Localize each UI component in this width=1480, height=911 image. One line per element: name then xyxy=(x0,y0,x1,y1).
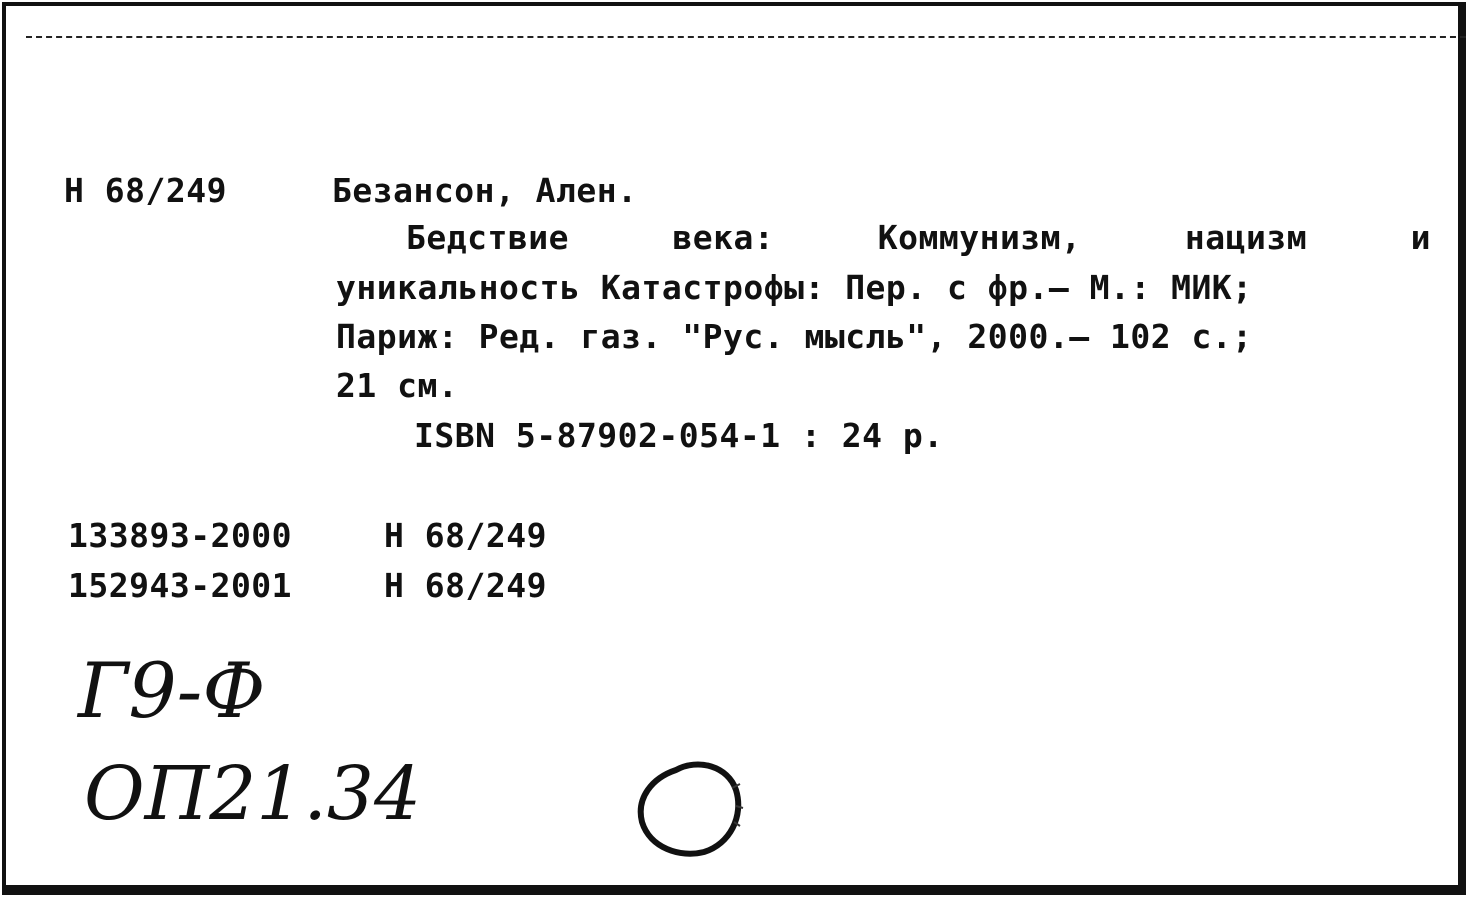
card-top-rule xyxy=(26,36,1466,38)
title-word: и xyxy=(1410,218,1431,257)
author-heading: Безансон, Ален. xyxy=(332,171,638,210)
title-line-1 xyxy=(406,218,1431,257)
title-word: Бедствие xyxy=(406,218,569,257)
holding-shelf: Н 68/249 xyxy=(384,566,547,605)
holding-inventory: 152943-2001 xyxy=(68,566,293,605)
catalog-card xyxy=(2,2,1466,895)
title-word: нацизм xyxy=(1184,218,1308,257)
publication-line: Париж: Ред. газ. "Рус. мысль", 2000.– 102 с.; xyxy=(336,317,1253,356)
holding-shelf: Н 68/249 xyxy=(384,516,547,555)
isbn-line: ISBN 5-87902-054-1 : 24 р. xyxy=(414,416,944,455)
holding-inventory: 133893-2000 xyxy=(68,516,293,555)
punch-hole-mark xyxy=(636,758,744,858)
handwritten-code-2: ОП21.34 xyxy=(84,751,422,837)
call-number: Н 68/249 xyxy=(64,171,227,210)
title-word: Коммунизм, xyxy=(877,218,1082,257)
dimensions-line: 21 см. xyxy=(336,366,459,405)
title-word: века: xyxy=(672,218,775,257)
handwritten-code-1: Г9-Ф xyxy=(78,646,266,735)
title-line-2: уникальность Катастрофы: Пер. с фр.– М.: МИК; xyxy=(336,268,1253,307)
